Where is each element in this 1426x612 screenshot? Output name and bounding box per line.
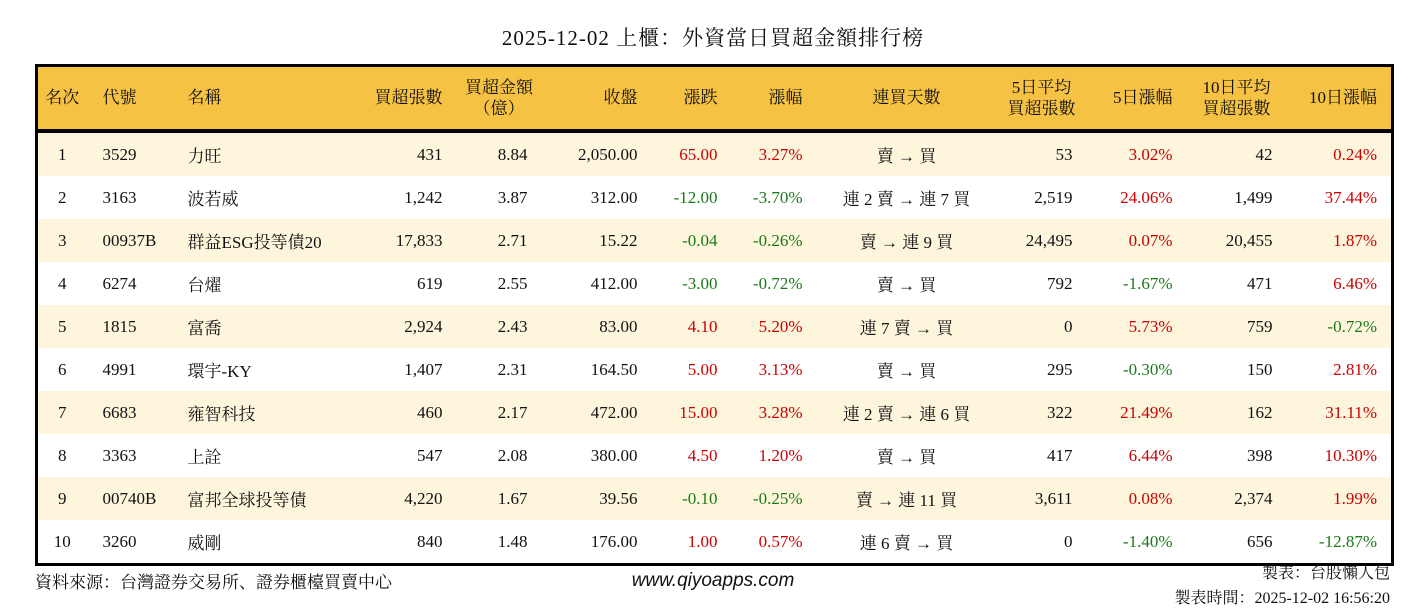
cell-close: 15.22 [599,230,638,250]
col-header-change-pct: 漲幅 [732,66,817,132]
cell-buy-streak: 連 6 賣 → 買 [859,534,954,553]
cell-net-buy-lots: 17,833 [395,230,443,250]
cell-pct5: -1.67% [1122,273,1173,293]
cell-code: 1815 [102,316,137,336]
table-row [37,262,1393,305]
cell-pct10: 31.11% [1325,402,1377,422]
cell-change-pct: 0.57% [758,531,803,551]
cell-buy-streak: 連 2 賣 → 連 7 買 [842,190,971,209]
cell-change: 4.10 [687,316,718,336]
table-row [37,434,1393,477]
cell-pct5: 0.08% [1128,488,1173,508]
cell-net-buy-amount: 8.84 [497,144,528,164]
cell-rank: 3 [58,230,67,250]
cell-change: -12.00 [673,187,718,207]
cell-name: 群益ESG投等債20 [187,233,322,252]
cell-rank: 10 [53,531,71,551]
cell-name: 環宇-KY [187,362,252,381]
cell-change: 1.00 [687,531,718,551]
cell-change: 65.00 [679,144,718,164]
table-row [37,520,1393,565]
cell-pct10: -0.72% [1327,316,1377,336]
cell-net-buy-lots: 1,242 [404,187,443,207]
cell-avg5-lots: 3,611 [1034,488,1073,508]
data-source-note: 資料來源：台灣證券交易所、證券櫃檯買賣中心 [35,573,392,592]
col-header-code: 代號 [87,66,172,132]
cell-avg5-lots: 0 [1064,531,1073,551]
cell-rank: 8 [58,445,67,465]
table-row [37,305,1393,348]
cell-pct10: 1.99% [1333,488,1377,508]
table-row [37,348,1393,391]
cell-pct5: 21.49% [1120,402,1173,422]
cell-avg10-lots: 398 [1247,445,1273,465]
table-row [37,219,1393,262]
cell-pct10: 2.81% [1333,359,1377,379]
cell-avg10-lots: 2,374 [1234,488,1273,508]
col-header-avg5-lots: 5日平均 買超張數 [997,66,1087,132]
table-header-row [37,66,1393,132]
cell-net-buy-lots: 460 [417,402,443,422]
cell-pct10: 0.24% [1333,144,1377,164]
cell-change-pct: -3.70% [752,187,803,207]
cell-avg10-lots: 759 [1247,316,1273,336]
cell-close: 39.56 [599,488,638,508]
cell-net-buy-amount: 2.08 [497,445,528,465]
cell-change: 5.00 [687,359,718,379]
cell-name: 力旺 [187,147,222,166]
cell-name: 上詮 [187,448,222,467]
author-note: 製表：台股懶人包 [1261,565,1390,582]
cell-change: 15.00 [679,402,718,422]
cell-buy-streak: 賣 → 買 [876,147,937,166]
cell-change-pct: 3.13% [758,359,803,379]
cell-code: 3363 [102,445,137,465]
cell-name: 威剛 [187,534,222,553]
cell-close: 312.00 [590,187,638,207]
cell-rank: 4 [58,273,67,293]
col-header-net-buy-lots: 買超張數 [342,66,457,132]
cell-change: -3.00 [682,273,718,293]
cell-buy-streak: 賣 → 買 [876,448,937,467]
cell-name: 富邦全球投等債 [187,491,307,510]
cell-code: 00937B [102,230,157,250]
cell-close: 176.00 [590,531,638,551]
col-header-buy-streak: 連買天數 [817,66,997,132]
cell-avg5-lots: 2,519 [1034,187,1073,207]
cell-net-buy-amount: 2.55 [497,273,528,293]
cell-net-buy-lots: 1,407 [404,359,443,379]
cell-code: 4991 [102,359,137,379]
col-header-change: 漲跌 [652,66,732,132]
cell-rank: 1 [58,144,67,164]
cell-buy-streak: 連 2 賣 → 連 6 買 [842,405,971,424]
cell-rank: 5 [58,316,67,336]
cell-net-buy-amount: 2.17 [497,402,528,422]
cell-pct5: 24.06% [1120,187,1173,207]
cell-net-buy-lots: 2,924 [404,316,443,336]
cell-change-pct: 3.27% [758,144,803,164]
generated-time: 製表時間：2025-12-02 16:56:20 [1174,589,1390,607]
cell-net-buy-lots: 4,220 [404,488,443,508]
cell-net-buy-amount: 2.31 [497,359,528,379]
cell-change-pct: 5.20% [758,316,803,336]
cell-avg5-lots: 792 [1047,273,1073,293]
cell-net-buy-amount: 1.48 [497,531,528,551]
cell-code: 00740B [102,488,157,508]
cell-avg5-lots: 417 [1047,445,1073,465]
cell-pct10: 37.44% [1324,187,1377,207]
cell-pct10: -12.87% [1318,531,1377,551]
cell-buy-streak: 賣 → 買 [876,362,937,381]
col-header-pct5: 5日漲幅 [1087,66,1187,132]
cell-name: 波若威 [187,190,239,209]
cell-buy-streak: 賣 → 連 9 買 [859,233,954,252]
cell-buy-streak: 賣 → 連 11 買 [855,491,958,510]
cell-close: 2,050.00 [578,144,638,164]
col-header-rank: 名次 [37,66,87,132]
credits-block [1174,562,1390,612]
cell-pct5: 3.02% [1128,144,1173,164]
cell-avg5-lots: 295 [1047,359,1073,379]
cell-change: 4.50 [687,445,718,465]
cell-change-pct: 1.20% [758,445,803,465]
col-header-pct10: 10日漲幅 [1287,66,1393,132]
cell-name: 台燿 [187,276,222,295]
cell-change: -0.04 [682,230,718,250]
cell-code: 3529 [102,144,137,164]
col-header-close: 收盤 [542,66,652,132]
cell-pct10: 10.30% [1324,445,1377,465]
cell-change: -0.10 [682,488,718,508]
cell-avg10-lots: 1,499 [1234,187,1273,207]
col-header-name: 名稱 [172,66,342,132]
cell-name: 富喬 [187,319,222,338]
cell-close: 412.00 [590,273,638,293]
cell-avg5-lots: 24,495 [1025,230,1073,250]
cell-rank: 6 [58,359,67,379]
cell-avg5-lots: 0 [1064,316,1073,336]
cell-net-buy-amount: 3.87 [497,187,528,207]
page-title: 2025-12-02 上櫃：外資當日買超金額排行榜 [501,26,925,50]
cell-avg10-lots: 150 [1247,359,1273,379]
table-row [37,391,1393,434]
cell-close: 472.00 [590,402,638,422]
cell-close: 380.00 [590,445,638,465]
cell-net-buy-lots: 431 [417,144,443,164]
cell-avg5-lots: 53 [1055,144,1073,164]
cell-code: 6683 [102,402,137,422]
cell-change-pct: -0.25% [752,488,803,508]
cell-avg10-lots: 162 [1247,402,1273,422]
cell-code: 6274 [102,273,137,293]
website-url: www.qiyoapps.com [631,570,795,591]
cell-pct10: 6.46% [1333,273,1377,293]
ranking-table [35,64,1394,566]
cell-avg10-lots: 471 [1247,273,1273,293]
cell-change-pct: -0.72% [752,273,803,293]
cell-net-buy-lots: 619 [417,273,443,293]
cell-close: 83.00 [599,316,638,336]
cell-buy-streak: 連 7 賣 → 買 [859,319,954,338]
cell-code: 3163 [102,187,137,207]
cell-net-buy-amount: 1.67 [497,488,528,508]
cell-change-pct: 3.28% [758,402,803,422]
cell-net-buy-lots: 840 [417,531,443,551]
cell-avg10-lots: 42 [1255,144,1273,164]
cell-pct5: 6.44% [1128,445,1173,465]
table-row [37,131,1393,176]
cell-pct10: 1.87% [1333,230,1377,250]
cell-net-buy-lots: 547 [417,445,443,465]
cell-rank: 2 [58,187,67,207]
cell-rank: 7 [58,402,67,422]
cell-net-buy-amount: 2.71 [497,230,528,250]
cell-pct5: -1.40% [1122,531,1173,551]
col-header-avg10-lots: 10日平均 買超張數 [1187,66,1287,132]
table-row [37,477,1393,520]
cell-rank: 9 [58,488,67,508]
cell-close: 164.50 [590,359,638,379]
cell-avg10-lots: 656 [1247,531,1273,551]
cell-avg10-lots: 20,455 [1225,230,1273,250]
col-header-net-buy-amount: 買超金額 （億） [457,66,542,132]
cell-pct5: 5.73% [1128,316,1173,336]
cell-name: 雍智科技 [187,405,256,424]
cell-buy-streak: 賣 → 買 [876,276,937,295]
table-row [37,176,1393,219]
cell-change-pct: -0.26% [752,230,803,250]
cell-net-buy-amount: 2.43 [497,316,528,336]
cell-pct5: 0.07% [1128,230,1173,250]
cell-pct5: -0.30% [1122,359,1173,379]
cell-code: 3260 [102,531,137,551]
cell-avg5-lots: 322 [1047,402,1073,422]
